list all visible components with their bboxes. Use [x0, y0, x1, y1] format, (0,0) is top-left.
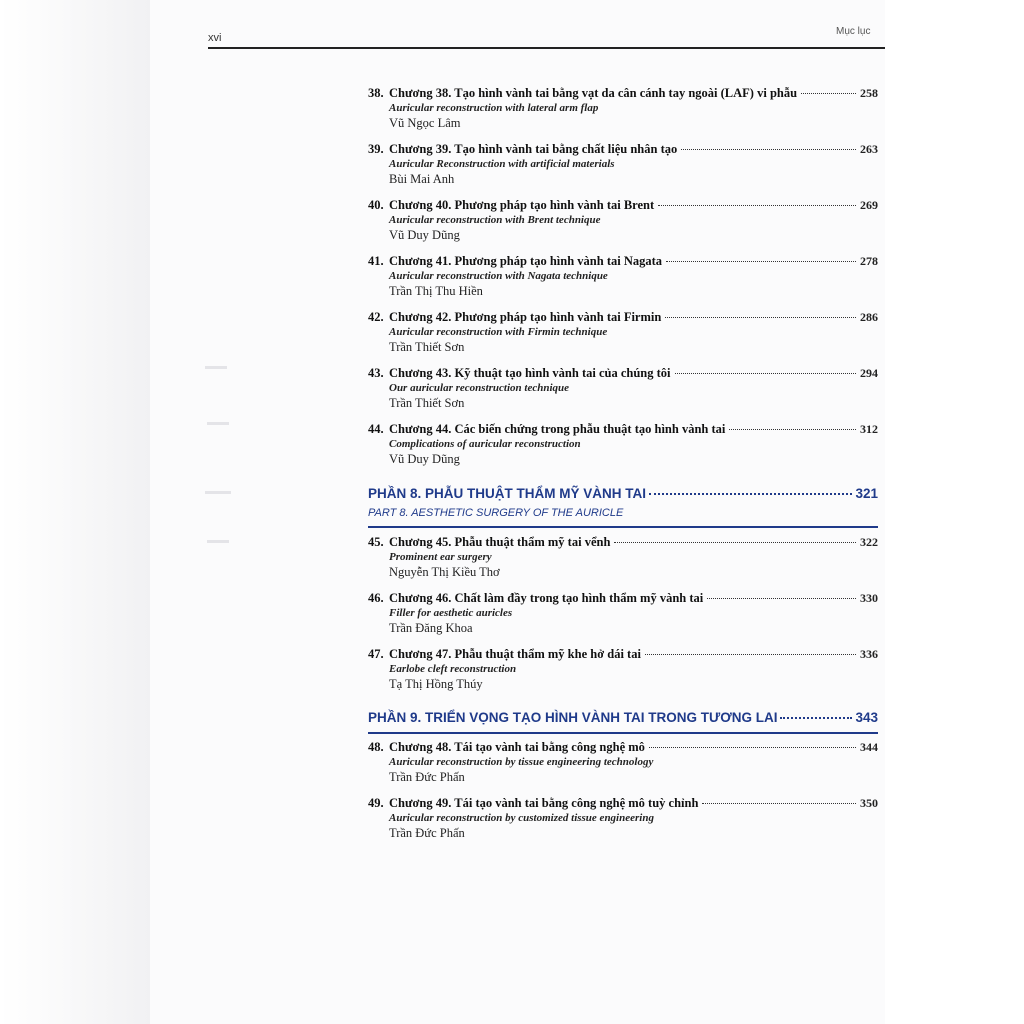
toc-entry[interactable]	[368, 366, 878, 411]
entry-title[interactable]: Chương 40. Phương pháp tạo hình vành tai Brent	[389, 198, 655, 212]
entry-title[interactable]: Chương 44. Các biến chứng trong phẫu thuật tạo hình vành tai	[389, 422, 726, 436]
entry-english-title: Auricular Reconstruction with artificial materials	[389, 158, 615, 170]
dot-leader	[801, 93, 856, 94]
entry-english-title: Auricular reconstruction by customized tissue engineering	[389, 812, 654, 824]
dot-leader	[681, 149, 856, 150]
header-rule	[208, 47, 885, 49]
entry-author: Vũ Duy Dũng	[389, 228, 460, 242]
toc-part-heading[interactable]	[368, 486, 878, 519]
entry-title[interactable]: Chương 45. Phẫu thuật thẩm mỹ tai vểnh	[389, 535, 611, 549]
entry-page: 344	[860, 740, 878, 754]
toc-entry[interactable]	[368, 310, 878, 355]
entry-author: Bùi Mai Anh	[389, 172, 455, 186]
entry-number: 44.	[368, 422, 384, 436]
entry-english-title: Auricular reconstruction with Brent technique	[389, 214, 601, 226]
toc-entry[interactable]	[368, 647, 878, 692]
entry-english-title: Complications of auricular reconstruction	[389, 438, 581, 450]
entry-author: Trần Đức Phấn	[389, 770, 465, 784]
entry-page: 330	[860, 591, 878, 605]
entry-title[interactable]: Chương 46. Chất làm đầy trong tạo hình thẩm mỹ vành tai	[389, 591, 704, 605]
entry-author: Trần Thiết Sơn	[389, 396, 465, 410]
entry-title[interactable]: Chương 42. Phương pháp tạo hình vành tai Firmin	[389, 310, 662, 324]
part-page: 343	[855, 710, 878, 725]
dot-leader	[780, 717, 852, 719]
dot-leader	[729, 429, 856, 430]
running-head: Mục lục	[836, 26, 871, 37]
dot-leader	[707, 598, 856, 599]
entry-number: 41.	[368, 254, 384, 268]
part-title[interactable]: PHẦN 8. PHẪU THUẬT THẨM MỸ VÀNH TAI	[368, 486, 646, 501]
toc-entry[interactable]	[368, 254, 878, 299]
entry-title[interactable]: Chương 43. Kỹ thuật tạo hình vành tai của chúng tôi	[389, 366, 671, 380]
entry-english-title: Earlobe cleft reconstruction	[389, 663, 517, 675]
entry-number: 43.	[368, 366, 384, 380]
part-rule	[368, 526, 878, 528]
entry-title[interactable]: Chương 38. Tạo hình vành tai bằng vạt da cân cánh tay ngoài (LAF) vi phẫu	[389, 86, 798, 100]
entry-page: 258	[860, 86, 878, 100]
part-title[interactable]: PHẦN 9. TRIỂN VỌNG TẠO HÌNH VÀNH TAI TRONG TƯƠNG LAI	[368, 710, 778, 725]
entry-english-title: Our auricular reconstruction technique	[389, 382, 570, 394]
scan-margin-left	[0, 0, 150, 1024]
dot-leader	[658, 205, 856, 206]
entry-number: 42.	[368, 310, 384, 324]
entry-page: 263	[860, 142, 878, 156]
entry-number: 47.	[368, 647, 384, 661]
entry-page: 269	[860, 198, 878, 212]
entry-author: Tạ Thị Hồng Thúy	[389, 677, 483, 691]
dot-leader	[702, 803, 856, 804]
entry-author: Vũ Ngọc Lâm	[389, 116, 461, 130]
entry-page: 312	[860, 422, 878, 436]
entry-number: 40.	[368, 198, 384, 212]
toc-entry[interactable]	[368, 535, 878, 580]
entry-number: 45.	[368, 535, 384, 549]
toc-entry[interactable]	[368, 796, 878, 841]
entry-number: 49.	[368, 796, 384, 810]
scan-margin-right	[885, 0, 1024, 1024]
show-through-mark	[205, 491, 231, 494]
toc-entry[interactable]	[368, 86, 878, 131]
entry-page: 350	[860, 796, 878, 810]
entry-page: 336	[860, 647, 878, 661]
part-english-title: PART 8. AESTHETIC SURGERY OF THE AURICLE	[368, 507, 624, 519]
toc-entry[interactable]	[368, 198, 878, 243]
toc-entry[interactable]	[368, 142, 878, 187]
entry-author: Trần Thị Thu Hiền	[389, 284, 483, 298]
entry-author: Nguyễn Thị Kiều Thơ	[389, 565, 500, 579]
entry-english-title: Auricular reconstruction with Firmin technique	[389, 326, 608, 338]
page-number-label: xvi	[208, 32, 222, 44]
dot-leader	[666, 261, 856, 262]
toc-entry[interactable]	[368, 740, 878, 785]
dot-leader	[649, 747, 856, 748]
entry-english-title: Auricular reconstruction by tissue engineering technology	[389, 756, 654, 768]
toc-part-heading[interactable]	[368, 710, 878, 725]
entry-title[interactable]: Chương 48. Tái tạo vành tai bằng công nghệ mô	[389, 740, 645, 754]
dot-leader	[675, 373, 856, 374]
dot-leader	[614, 542, 856, 543]
entry-page: 286	[860, 310, 878, 324]
entry-title[interactable]: Chương 39. Tạo hình vành tai bằng chất liệu nhân tạo	[389, 142, 678, 156]
entry-title[interactable]: Chương 49. Tái tạo vành tai bằng công nghệ mô tuỳ chỉnh	[389, 796, 699, 810]
show-through-mark	[207, 422, 229, 425]
entry-page: 322	[860, 535, 878, 549]
entry-page: 278	[860, 254, 878, 268]
part-page: 321	[855, 486, 878, 501]
entry-english-title: Prominent ear surgery	[389, 551, 492, 563]
show-through-mark	[205, 366, 227, 369]
entry-author: Trần Đăng Khoa	[389, 621, 473, 635]
entry-number: 38.	[368, 86, 384, 100]
entry-title[interactable]: Chương 47. Phẫu thuật thẩm mỹ khe hở dái tai	[389, 647, 641, 661]
entry-number: 48.	[368, 740, 384, 754]
entry-author: Trần Đức Phấn	[389, 826, 465, 840]
dot-leader	[665, 317, 856, 318]
entry-english-title: Auricular reconstruction with Nagata technique	[389, 270, 608, 282]
toc-entry[interactable]	[368, 422, 878, 467]
entry-number: 39.	[368, 142, 384, 156]
entry-page: 294	[860, 366, 878, 380]
entry-title[interactable]: Chương 41. Phương pháp tạo hình vành tai Nagata	[389, 254, 663, 268]
entry-english-title: Filler for aesthetic auricles	[389, 607, 513, 619]
entry-number: 46.	[368, 591, 384, 605]
dot-leader	[645, 654, 856, 655]
dot-leader	[649, 493, 852, 495]
toc-entry[interactable]	[368, 591, 878, 636]
part-rule	[368, 732, 878, 734]
entry-author: Trần Thiết Sơn	[389, 340, 465, 354]
entry-english-title: Auricular reconstruction with lateral arm flap	[389, 102, 599, 114]
entry-author: Vũ Duy Dũng	[389, 452, 460, 466]
show-through-mark	[207, 540, 229, 543]
